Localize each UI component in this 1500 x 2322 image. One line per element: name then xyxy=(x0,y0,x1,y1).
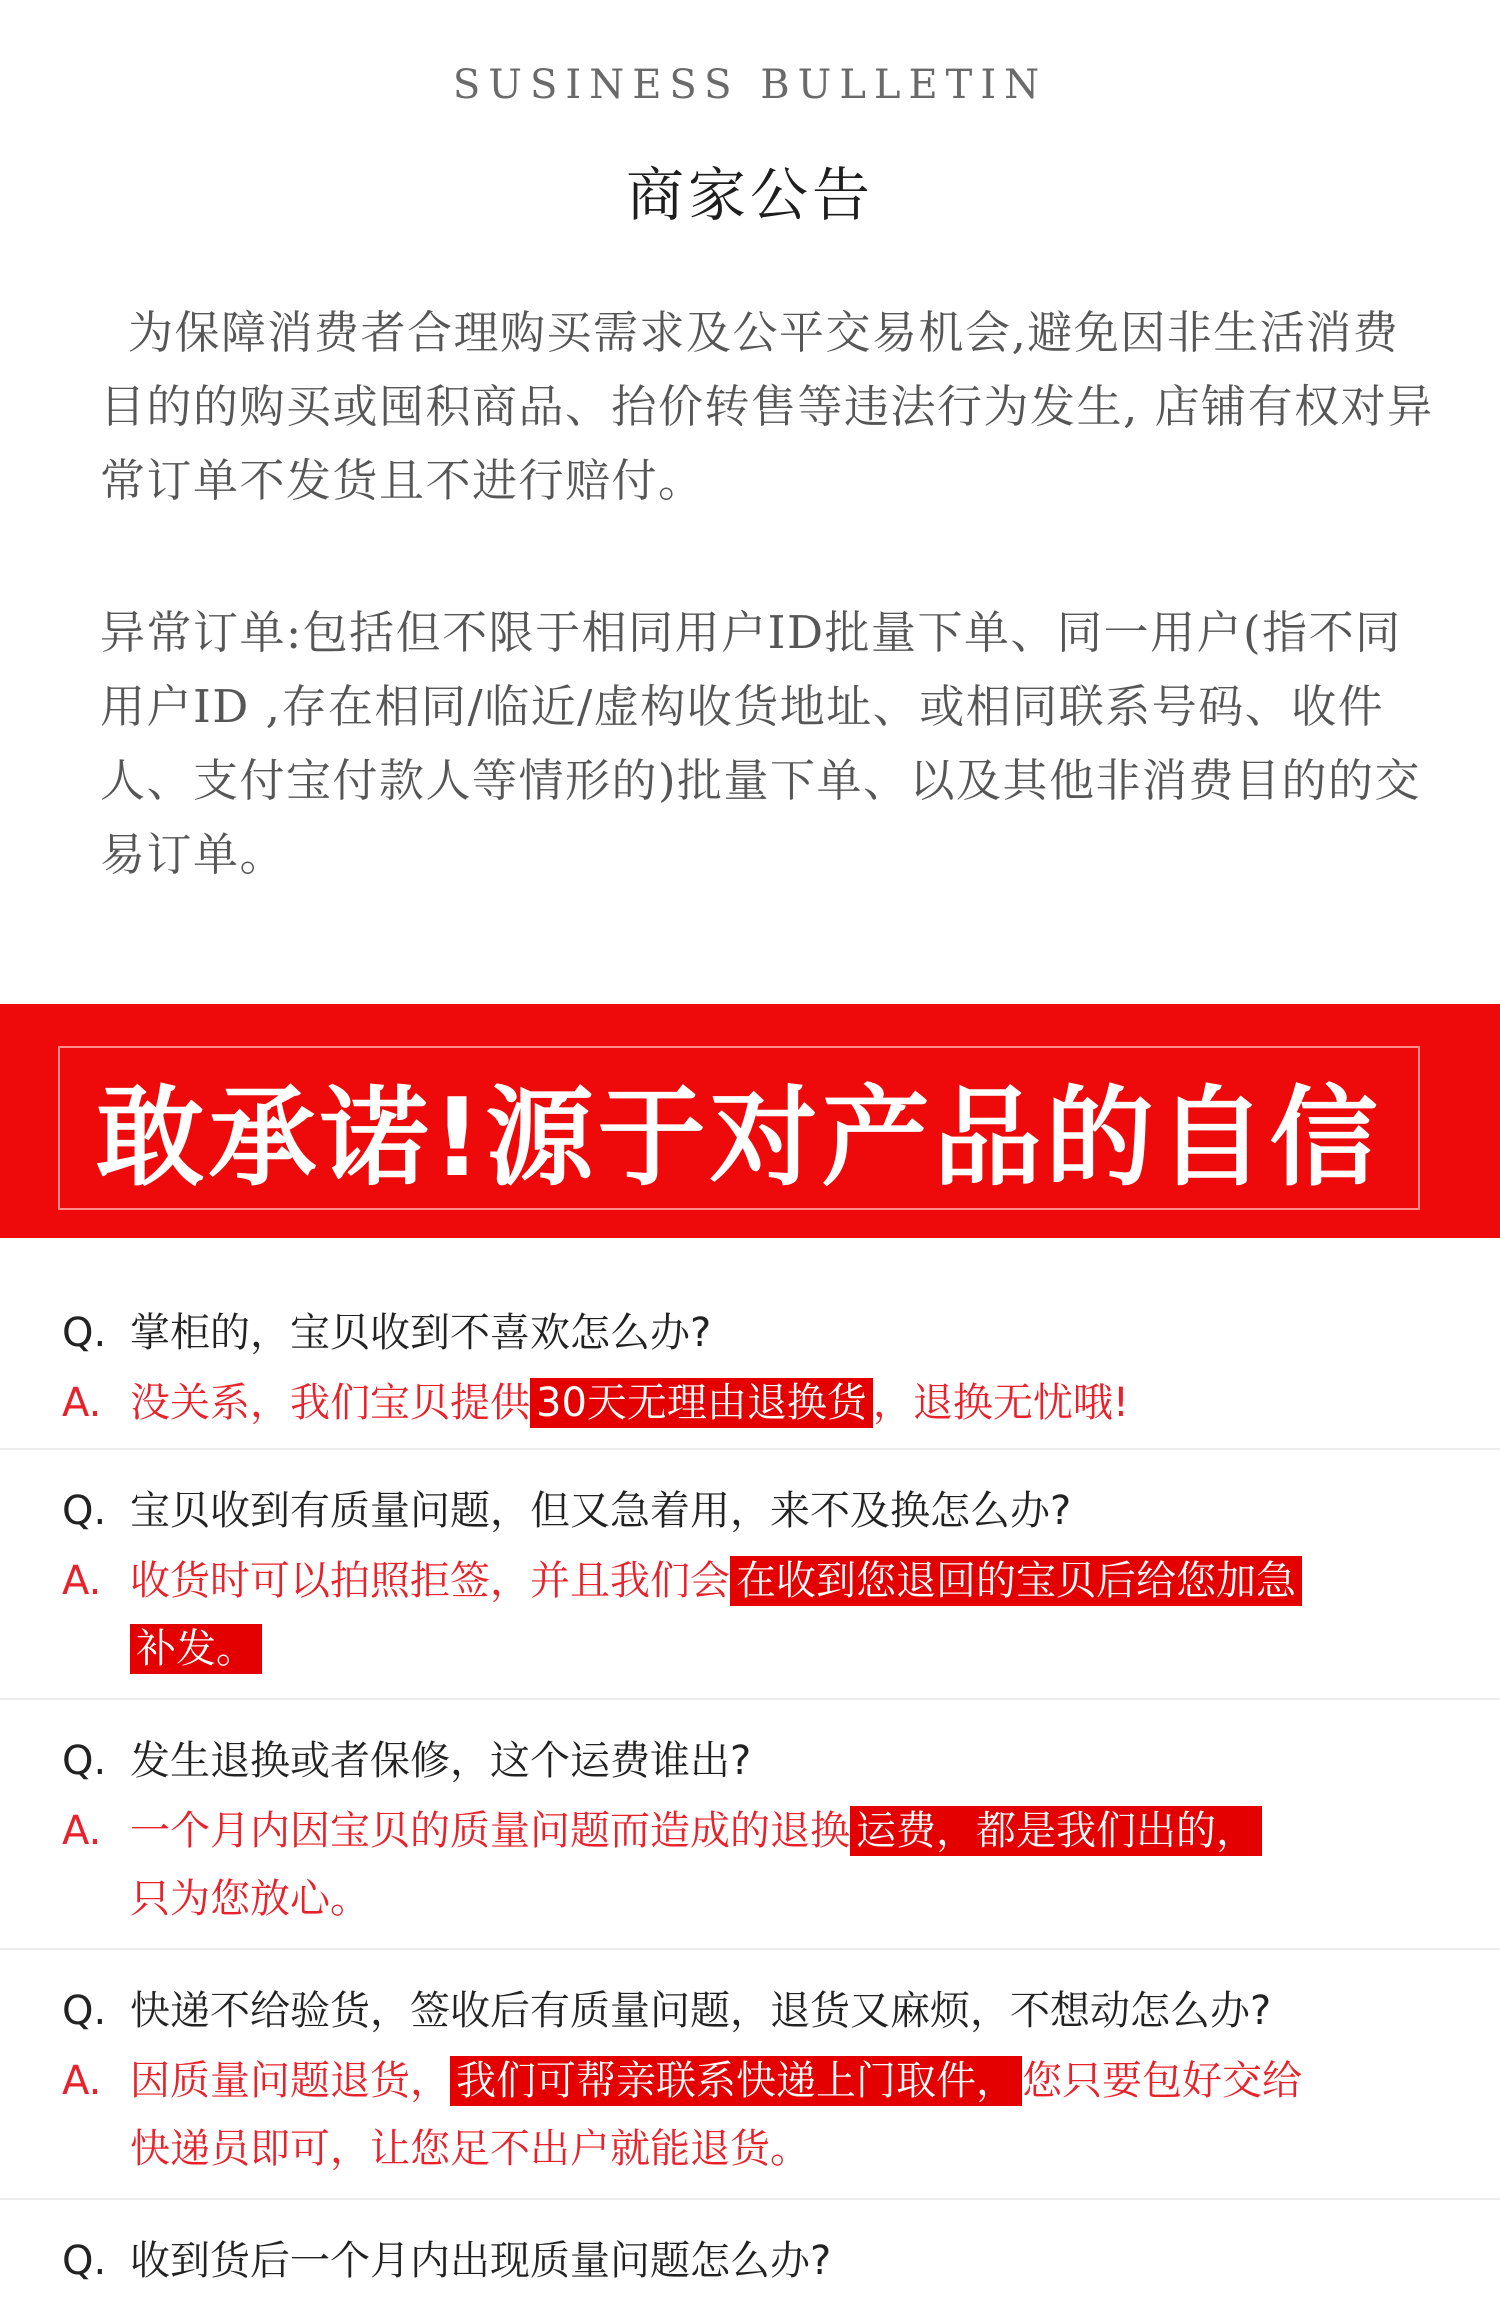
faq-answer xyxy=(62,1798,1462,1864)
faq-question xyxy=(62,2228,1462,2294)
question-text: 发生退换或者保修，这个运费谁出? xyxy=(130,1738,752,1784)
banner-frame xyxy=(58,1046,1420,1210)
answer-highlight: 30天无理由退换货 xyxy=(530,1378,873,1428)
promise-banner xyxy=(0,1004,1500,1238)
question-text: 宝贝收到有质量问题，但又急着用，来不及换怎么办? xyxy=(130,1488,1072,1534)
faq-question xyxy=(62,1478,1462,1544)
answer-highlight: 运费，都是我们出的， xyxy=(850,1806,1262,1856)
answer-text-end: 您只要包好交给 xyxy=(1022,2058,1302,2104)
answer-text: 因质量问题退货， xyxy=(130,2058,450,2104)
faq-item xyxy=(0,1450,1500,1700)
faq-section xyxy=(0,1238,1500,2322)
bulletin-title-en: SUSINESS BULLETIN xyxy=(452,62,1048,108)
answer-highlight: 在收到您退回的宝贝后给您加急 xyxy=(730,1556,1302,1606)
answer-prefix: A. xyxy=(62,2058,102,2104)
answer-highlight: 我们可帮亲联系快递上门取件， xyxy=(450,2056,1022,2106)
faq-answer-continuation: 快递员即可，让您足不出户就能退货。 xyxy=(130,2126,810,2172)
question-prefix: Q. xyxy=(62,2238,107,2284)
faq-question xyxy=(62,1978,1462,2044)
question-prefix: Q. xyxy=(62,1488,107,1534)
question-text: 快递不给验货，签收后有质量问题，退货又麻烦，不想动怎么办? xyxy=(130,1988,1272,2034)
question-text: 掌柜的，宝贝收到不喜欢怎么办? xyxy=(130,1310,712,1356)
question-prefix: Q. xyxy=(62,1738,107,1784)
answer-prefix: A. xyxy=(62,1380,102,1426)
question-prefix: Q. xyxy=(62,1988,107,2034)
faq-item xyxy=(0,1238,1500,1450)
answer-text: 一个月内因宝贝的质量问题而造成的退换 xyxy=(130,1808,850,1854)
faq-answer-continuation xyxy=(130,1616,1500,1682)
question-prefix: Q. xyxy=(62,1310,107,1356)
answer-text-end: ，退换无忧哦! xyxy=(872,1380,1129,1426)
bulletin-title-cn: 商家公告 xyxy=(625,161,874,229)
faq-question xyxy=(62,1728,1462,1794)
faq-item xyxy=(0,1950,1500,2200)
answer-highlight: 补发。 xyxy=(130,1624,262,1674)
banner-text: 敢承诺!源于对产品的自信 xyxy=(96,1075,1382,1201)
answer-text: 收货时可以拍照拒签，并且我们会 xyxy=(130,1558,730,1604)
faq-item xyxy=(0,1700,1500,1950)
faq-answer xyxy=(62,1370,1462,1436)
faq-question xyxy=(62,1300,1462,1366)
answer-prefix: A. xyxy=(62,1558,102,1604)
answer-text: 没关系，我们宝贝提供 xyxy=(130,1380,530,1426)
faq-answer xyxy=(62,1548,1462,1614)
bulletin-paragraph-2: 异常订单:包括但不限于相同用户ID批量下单、同一用户(指不同用户ID ,存在相同/临近/虚构收货地址、或相同联系号码、收件人、支付宝付款人等情形的)批量下单、以及其他非消费目的的交易订单。 xyxy=(100,606,1422,881)
bulletin-paragraph-1: 为保障消费者合理购买需求及公平交易机会,避免因非生活消费目的的购买或囤积商品、抬价转售等违法行为发生, 店铺有权对异常订单不发货且不进行赔付。 xyxy=(100,306,1434,507)
answer-prefix: A. xyxy=(62,1808,102,1854)
faq-answer-continuation: 只为您放心。 xyxy=(130,1876,370,1922)
faq-item xyxy=(0,2200,1500,2322)
faq-answer xyxy=(62,2048,1462,2114)
merchant-bulletin xyxy=(0,0,1500,1000)
question-text: 收到货后一个月内出现质量问题怎么办? xyxy=(130,2238,832,2284)
